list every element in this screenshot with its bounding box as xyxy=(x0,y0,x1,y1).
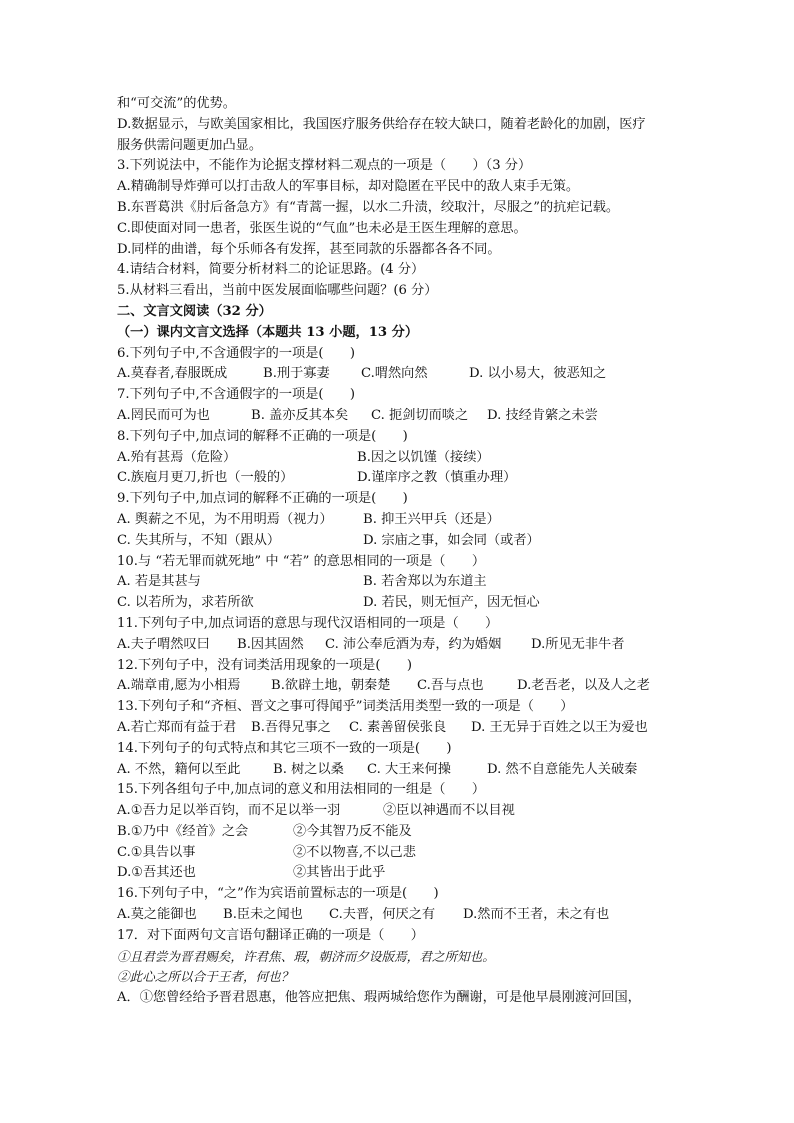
question-7: 7.下列句子中,不含通假字的一项是( ) xyxy=(117,387,356,403)
q17-option-a: A．①您曾经给予晋君恩惠，他答应把焦、瑕两城给您作为酬谢，可是他早晨刚渡河回国， xyxy=(117,990,641,1006)
question-15: 15.下列各组句子中,加点词的意义和用法相同的一组是（ ） xyxy=(117,782,486,798)
option: B.因其固然 xyxy=(237,636,304,652)
q12-options xyxy=(117,676,683,697)
option: D. 宗庙之事，如会同（或者） xyxy=(363,532,540,548)
q3-option-b: B.东晋葛洪《肘后备急方》有“青蒿一握，以水二升渍，绞取汁，尽服之”的抗疟记载。 xyxy=(117,199,620,215)
q7-options xyxy=(117,406,683,427)
q15-row-b xyxy=(117,822,683,843)
option: A.端章甫,愿为小相焉 xyxy=(117,678,241,694)
question-12: 12.下列句子中，没有词类活用现象的一项是( ) xyxy=(117,657,413,673)
q9-options-row1 xyxy=(117,510,683,531)
option: D.所见无非牛者 xyxy=(531,636,625,652)
option: A. 舆薪之不见，为不用明焉（视力） xyxy=(117,511,333,527)
option: B. 若舍郑以为东道主 xyxy=(363,574,487,590)
option: B.①乃中《经首》之会 xyxy=(117,823,249,839)
option: B. 抑王兴甲兵（还是） xyxy=(363,511,500,527)
q10-options-row2 xyxy=(117,593,683,614)
question-11: 11.下列句子中,加点词语的意思与现代汉语相同的一项是（ ） xyxy=(117,615,499,631)
q16-options xyxy=(117,905,683,926)
q17-sentence-1: ①且君尝为晋君赐矣，许君焦、瑕，朝济而夕设版焉，君之所知也。 xyxy=(117,948,495,964)
option: B.吾得兄事之 xyxy=(251,719,331,735)
option: A.若亡郑而有益于君 xyxy=(117,719,237,735)
option: C.①具告以事 xyxy=(117,844,196,860)
option: D. 技经肯綮之未尝 xyxy=(487,407,598,423)
option: C. 扼剑切而啖之 xyxy=(371,407,469,423)
q9-options-row2 xyxy=(117,531,683,552)
question-5: 5.从材料三看出，当前中医发展面临哪些问题？(6 分） xyxy=(117,283,438,299)
q6-options xyxy=(117,364,683,385)
text-line: 和“可交流”的优势。 xyxy=(117,96,236,111)
q13-options xyxy=(117,718,683,739)
option: A.罔民而可为也 xyxy=(117,407,210,423)
option: C. 以若所为，求若所欲 xyxy=(117,595,254,611)
option: A.夫子喟然叹曰 xyxy=(117,636,210,652)
option: B. 盖亦反其本矣 xyxy=(251,407,349,423)
question-16: 16.下列句子中，“之”作为宾语前置标志的一项是( ) xyxy=(117,886,439,902)
q11-options xyxy=(117,635,683,656)
q3-option-c: C.即使面对同一患者，张医生说的“气血”也未必是王医生理解的意思。 xyxy=(117,220,527,236)
option: A.殆有甚焉（危险） xyxy=(117,449,237,465)
option: A. 若是其甚与 xyxy=(117,574,201,590)
option: ②臣以神遇而不以目视 xyxy=(383,803,515,819)
section-heading: 二、文言文阅读（32 分） xyxy=(117,303,272,319)
option: B.因之以饥馑（接续） xyxy=(357,449,490,465)
option: D.①吾其还也 xyxy=(117,865,196,881)
option: ②不以物喜,不以己悲 xyxy=(293,844,416,860)
option: D. 以小易大，彼恶知之 xyxy=(469,366,607,382)
option: C.吾与点也 xyxy=(417,678,484,694)
option: D.然而不王者，未之有也 xyxy=(463,907,610,923)
question-14: 14.下列句子的句式特点和其它三项不一致的一项是( ) xyxy=(117,740,452,756)
option: A. 不然，籍何以至此 xyxy=(117,761,241,777)
option: C.夫晋，何厌之有 xyxy=(329,907,436,923)
option: C. 素善留侯张良 xyxy=(349,719,447,735)
option: B.刑于寡妻 xyxy=(263,366,330,382)
question-10: 10.与 “若无罪而就死地” 中 “若” 的意思相同的一项是（ ） xyxy=(117,553,486,569)
option: C. 失其所与，不知（跟从） xyxy=(117,532,281,548)
q8-options-row1 xyxy=(117,448,683,469)
question-3: 3.下列说法中，不能作为论据支撑材料二观点的一项是（ ）（3 分） xyxy=(117,158,532,174)
option: D.老吾老，以及人之老 xyxy=(517,678,650,694)
q10-options-row1 xyxy=(117,572,683,593)
question-6: 6.下列句子中,不含通假字的一项是( ) xyxy=(117,345,356,361)
question-4: 4.请结合材料，简要分析材料二的论证思路。(4 分） xyxy=(117,262,425,278)
q15-row-a xyxy=(117,801,683,822)
option: A.莫春者,春服既成 xyxy=(117,366,228,382)
option: D. 若民，则无恒产，因无恒心 xyxy=(363,595,540,611)
option: A.①吾力足以举百钧，而不足以举一羽 xyxy=(117,803,341,819)
subsection-heading: （一）课内文言文选择（本题共 13 小题，13 分） xyxy=(117,324,419,340)
q17-sentence-2: ②此心之所以合于王者，何也？ xyxy=(117,969,294,985)
question-13: 13.下列句子和“齐桓、晋文之事可得闻乎”词类活用类型一致的一项是（ ） xyxy=(117,699,574,715)
q15-row-c xyxy=(117,843,683,864)
option: C.族庖月更刀,折也（一般的） xyxy=(117,470,294,486)
option: C.喟然向然 xyxy=(361,366,428,382)
question-17: 17．对下面两句文言语句翻译正确的一项是（ ） xyxy=(117,927,424,943)
text-line: 服务供需问题更加凸显。 xyxy=(117,137,263,153)
q3-option-d: D.同样的曲谱，每个乐师各有发挥，甚至同款的乐器都各各不同。 xyxy=(117,241,501,257)
option: ②其皆出于此乎 xyxy=(293,865,386,881)
option: ②今其智乃反不能及 xyxy=(293,823,412,839)
q3-option-a: A.精确制导炸弹可以打击敌人的军事目标，却对隐匿在平民中的敌人束手无策。 xyxy=(117,179,580,195)
option: D. 然不自意能先人关破秦 xyxy=(487,761,638,777)
document-page xyxy=(117,94,683,1009)
option: B.臣未之闻也 xyxy=(223,907,303,923)
question-9: 9.下列句子中,加点词的解释不正确的一项是( ) xyxy=(117,491,408,507)
q15-row-d xyxy=(117,863,683,884)
option: D. 王无异于百姓之以王为爱也 xyxy=(471,719,648,735)
option: B.欲辟土地，朝秦楚 xyxy=(271,678,391,694)
option: C. 沛公奉卮酒为寿，约为婚姻 xyxy=(325,636,502,652)
option: D.谨庠序之教（慎重办理） xyxy=(357,470,517,486)
q8-options-row2 xyxy=(117,468,683,489)
option: B. 树之以桑 xyxy=(273,761,344,777)
option: C. 大王来何操 xyxy=(367,761,451,777)
text-line: D.数据显示，与欧美国家相比，我国医疗服务供给存在较大缺口，随着老龄化的加剧，医疗 xyxy=(117,116,646,132)
question-8: 8.下列句子中,加点词的解释不正确的一项是( ) xyxy=(117,428,408,444)
q14-options xyxy=(117,760,683,781)
option: A.莫之能御也 xyxy=(117,907,197,923)
